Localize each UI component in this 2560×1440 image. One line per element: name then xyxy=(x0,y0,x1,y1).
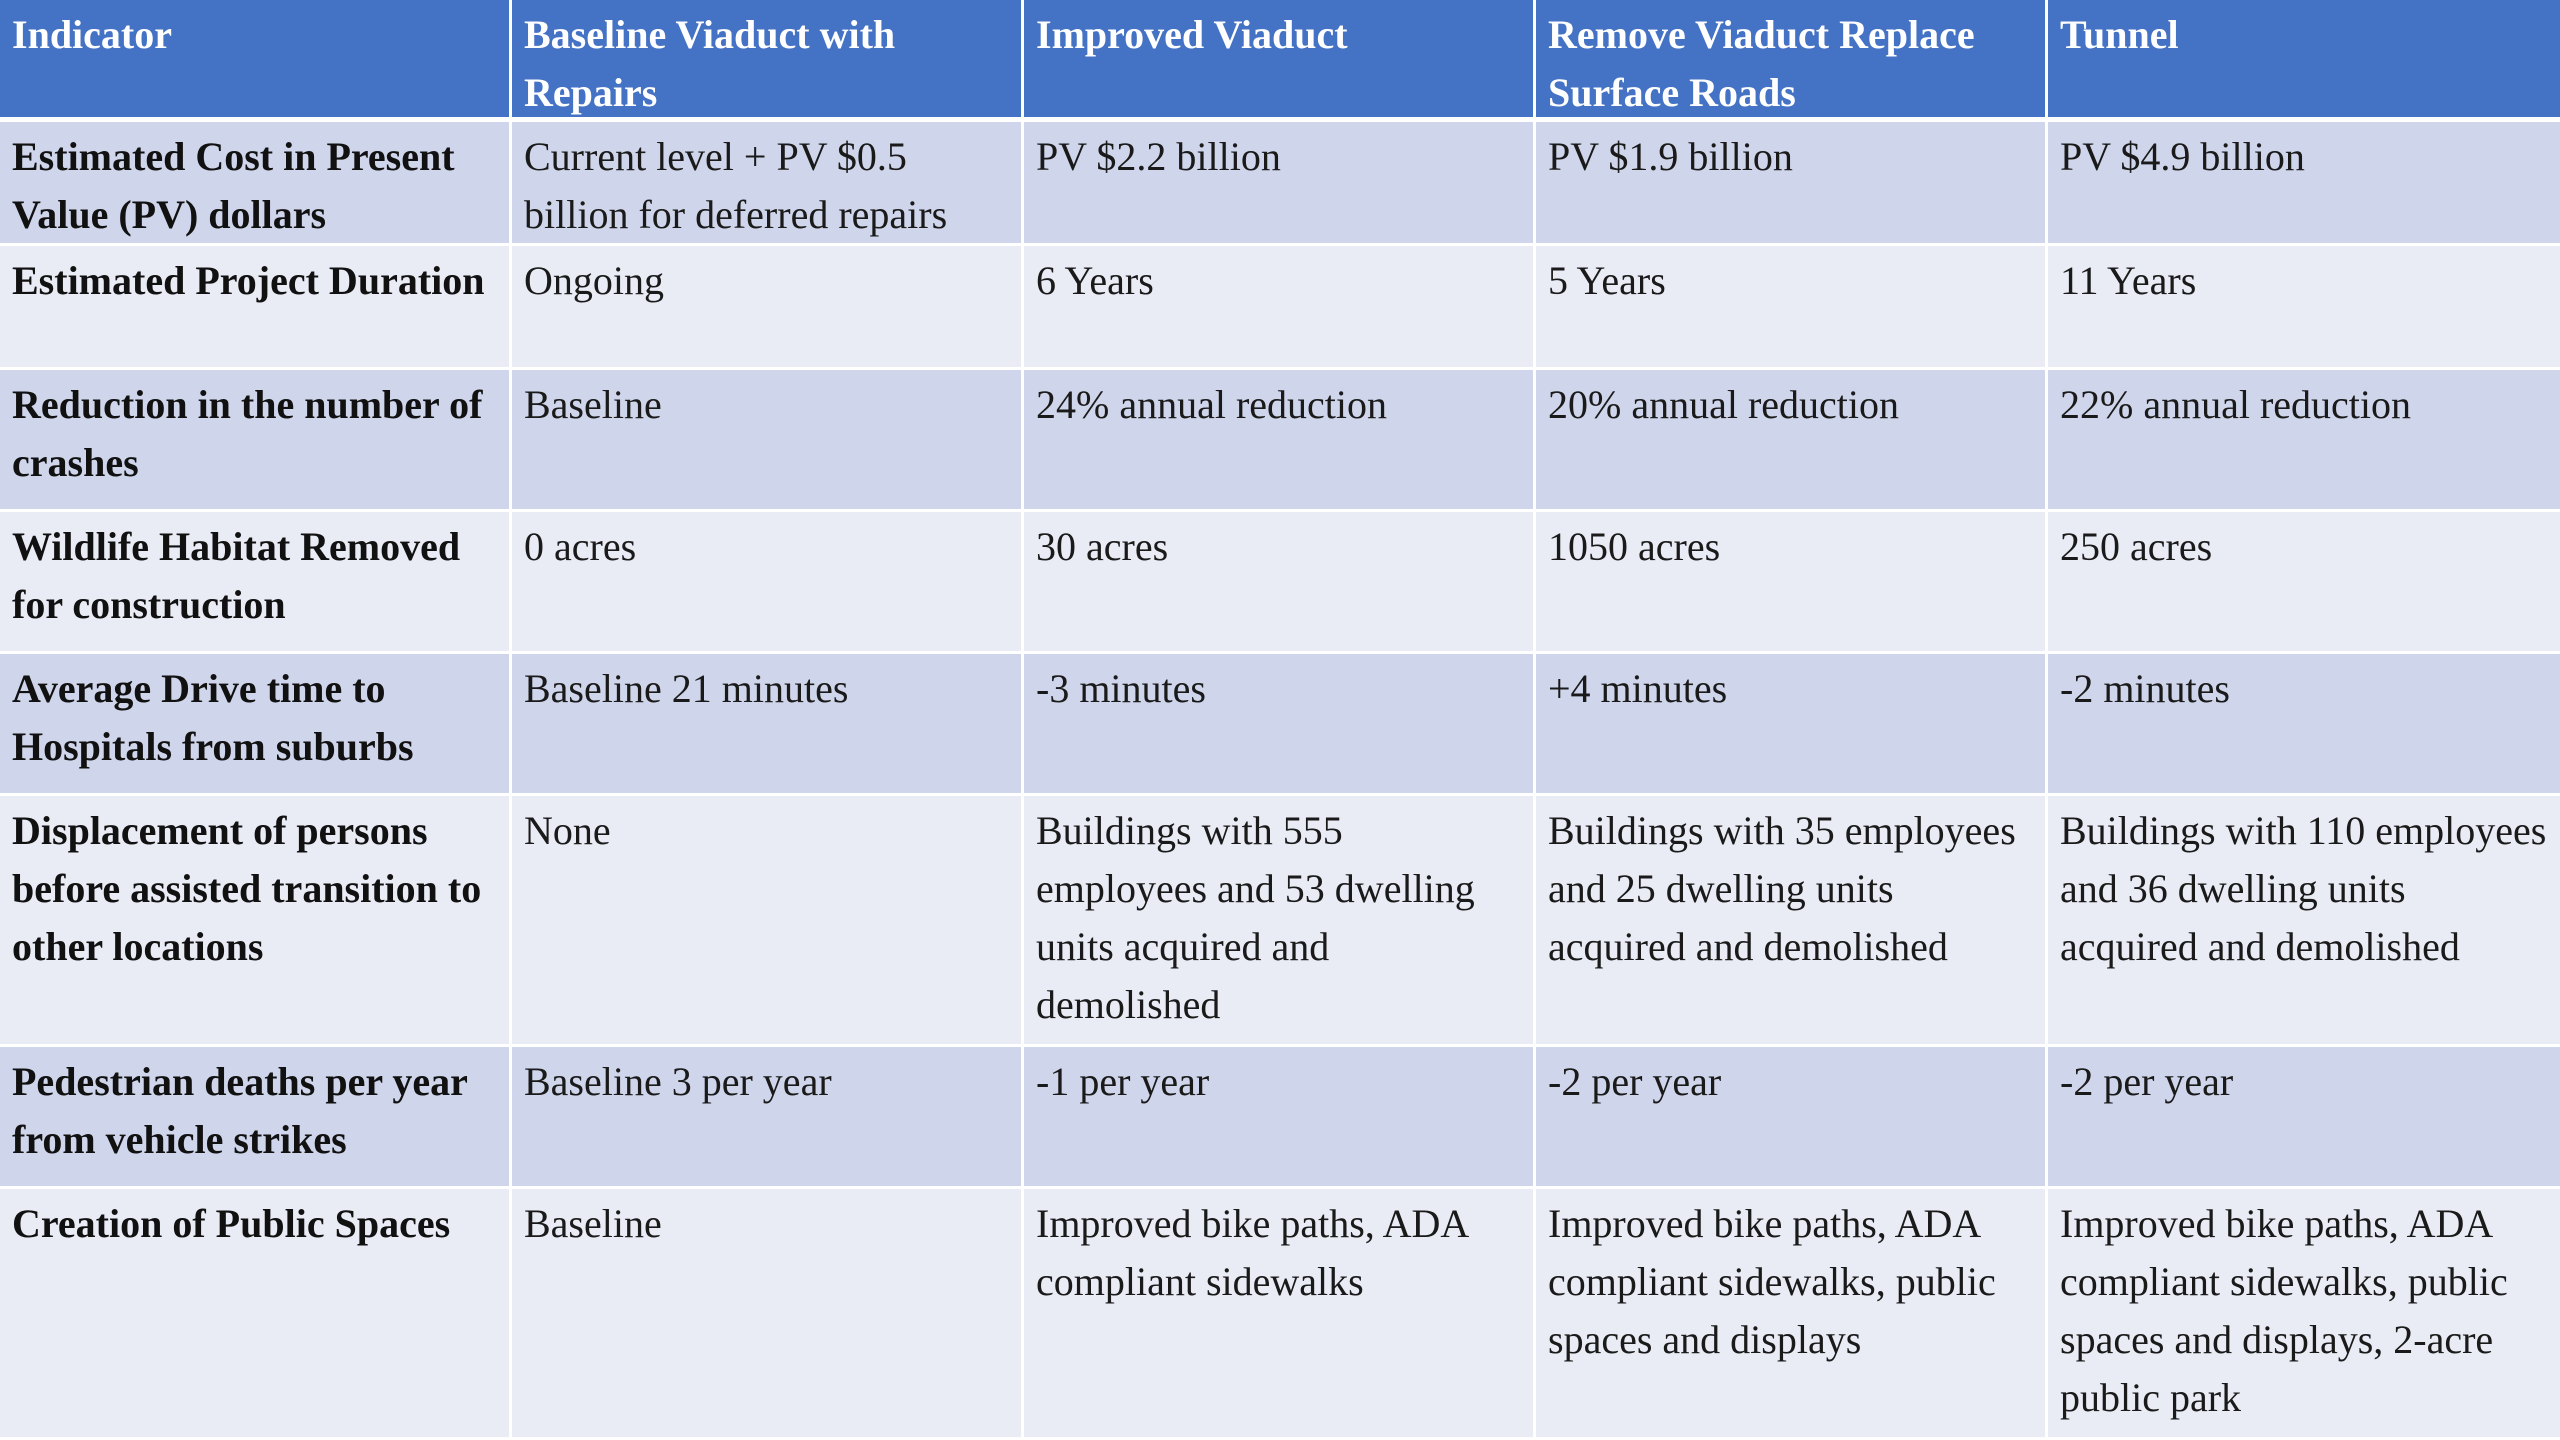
table-cell: -2 minutes xyxy=(2048,654,2560,796)
table-cell: 0 acres xyxy=(512,512,1024,654)
table-cell: Current level + PV $0.5 billion for deferred repairs xyxy=(512,122,1024,246)
table-cell: 20% annual reduction xyxy=(1536,370,2048,512)
table-cell: 1050 acres xyxy=(1536,512,2048,654)
header-baseline-viaduct: Baseline Viaduct with Repairs xyxy=(512,0,1024,122)
table-cell: Improved bike paths, ADA compliant sidewalks xyxy=(1024,1189,1536,1440)
table-cell: Baseline xyxy=(512,1189,1024,1440)
table-cell: Baseline 21 minutes xyxy=(512,654,1024,796)
row-label-cost: Estimated Cost in Present Value (PV) dollars xyxy=(0,122,512,246)
table-cell: 30 acres xyxy=(1024,512,1536,654)
table-cell: PV $2.2 billion xyxy=(1024,122,1536,246)
table-cell: Ongoing xyxy=(512,246,1024,370)
row-label-pedestrian-deaths: Pedestrian deaths per year from vehicle strikes xyxy=(0,1047,512,1189)
table-cell: Buildings with 35 employees and 25 dwelling units acquired and demolished xyxy=(1536,796,2048,1047)
table-cell: Improved bike paths, ADA compliant sidewalks, public spaces and displays xyxy=(1536,1189,2048,1440)
row-label-duration: Estimated Project Duration xyxy=(0,246,512,370)
table-cell: 22% annual reduction xyxy=(2048,370,2560,512)
row-label-public-spaces: Creation of Public Spaces xyxy=(0,1189,512,1440)
header-remove-viaduct: Remove Viaduct Replace Surface Roads xyxy=(1536,0,2048,122)
table-cell: Buildings with 555 employees and 53 dwelling units acquired and demolished xyxy=(1024,796,1536,1047)
table-cell: -3 minutes xyxy=(1024,654,1536,796)
table-cell: 24% annual reduction xyxy=(1024,370,1536,512)
row-label-wildlife: Wildlife Habitat Removed for construction xyxy=(0,512,512,654)
table-cell: Baseline xyxy=(512,370,1024,512)
table-cell: -2 per year xyxy=(1536,1047,2048,1189)
table-cell: None xyxy=(512,796,1024,1047)
header-tunnel: Tunnel xyxy=(2048,0,2560,122)
table-cell: Baseline 3 per year xyxy=(512,1047,1024,1189)
header-indicator: Indicator xyxy=(0,0,512,122)
table-cell: +4 minutes xyxy=(1536,654,2048,796)
table-cell: Improved bike paths, ADA compliant sidewalks, public spaces and displays, 2-acre public park xyxy=(2048,1189,2560,1440)
table-cell: 6 Years xyxy=(1024,246,1536,370)
table-cell: 250 acres xyxy=(2048,512,2560,654)
table-cell: PV $4.9 billion xyxy=(2048,122,2560,246)
table-cell: Buildings with 110 employees and 36 dwelling units acquired and demolished xyxy=(2048,796,2560,1047)
row-label-crashes: Reduction in the number of crashes xyxy=(0,370,512,512)
table-cell: 5 Years xyxy=(1536,246,2048,370)
table-cell: -1 per year xyxy=(1024,1047,1536,1189)
table-cell: 11 Years xyxy=(2048,246,2560,370)
row-label-displacement: Displacement of persons before assisted transition to other locations xyxy=(0,796,512,1047)
row-label-drive-time: Average Drive time to Hospitals from suburbs xyxy=(0,654,512,796)
header-improved-viaduct: Improved Viaduct xyxy=(1024,0,1536,122)
table-cell: PV $1.9 billion xyxy=(1536,122,2048,246)
table-cell: -2 per year xyxy=(2048,1047,2560,1189)
